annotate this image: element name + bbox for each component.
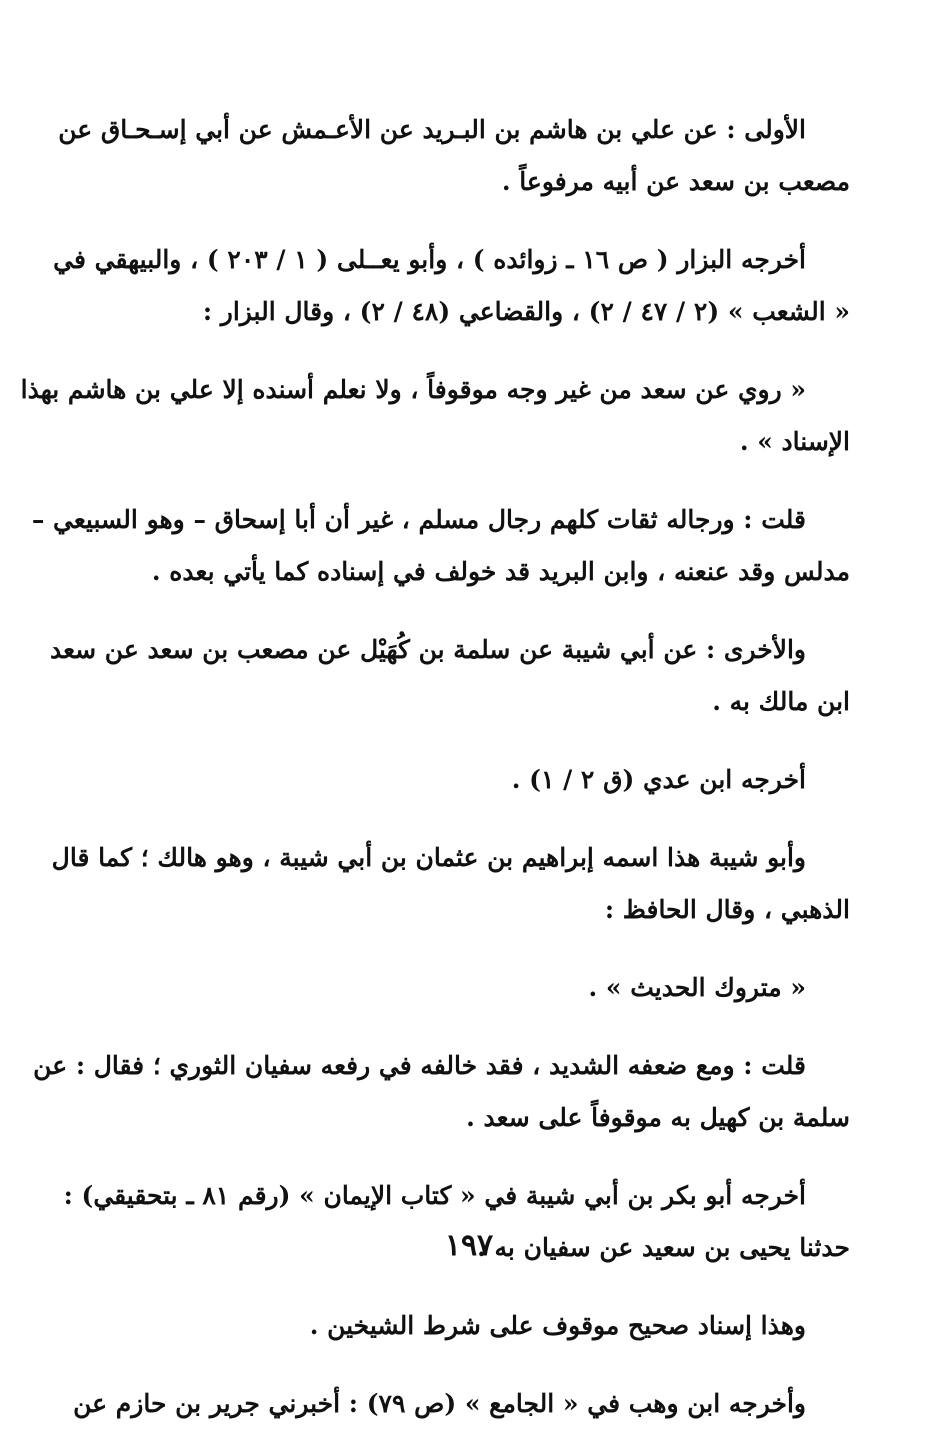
text-line: قلت : ومع ضعفه الشديد ، فقد خالفه في رفعه سفيان الثوري ؛ فقال : عن	[33, 1051, 806, 1080]
text-line: وأخرجه ابن وهب في « الجامع » (ص ٧٩) : أخبرني جرير بن حازم عن	[73, 1389, 806, 1418]
text-line: الأولى : عن علي بن هاشم بن البـريد عن الأعـمش عن أبي إسـحـاق عن	[58, 115, 806, 144]
text-line: الذهبي ، وقال الحافظ :	[604, 895, 850, 924]
text-line: أخرجه البزار ( ص ١٦ ـ زوائده ) ، وأبو يعــلى ( ١ / ٢٠٣ ) ، والبيهقي في	[53, 245, 806, 274]
text-line: وهذا إسناد صحيح موقوف على شرط الشيخين .	[309, 1311, 806, 1340]
text-line: « متروك الحديث » .	[588, 973, 806, 1002]
text-line: حدثنا يحيى بن سعيد عن سفيان به .	[477, 1233, 850, 1262]
paragraph-2	[53, 234, 850, 338]
text-line: قلت : ورجاله ثقات كلهم رجال مسلم ، غير أن أبا إسحاق – وهو السبيعي –	[31, 505, 806, 534]
paragraph-1	[58, 104, 850, 208]
paragraph-12	[73, 1378, 850, 1430]
text-line: سلمة بن كهيل به موقوفاً على سعد .	[466, 1103, 850, 1132]
paragraph-11	[108, 1300, 850, 1352]
text-line: الإسناد » .	[739, 427, 850, 456]
text-line: أخرجه ابن عدي (ق ٢ / ١) .	[511, 765, 806, 794]
page-number: ١٩٧	[444, 1228, 494, 1263]
paragraph-3	[20, 364, 850, 468]
paragraph-5	[49, 624, 850, 728]
paragraph-9	[33, 1040, 850, 1144]
paragraph-7	[51, 832, 850, 936]
text-line: ابن مالك به .	[712, 687, 850, 716]
text-line: أخرجه أبو بكر بن أبي شيبة في « كتاب الإيمان » (رقم ٨١ ـ بتحقيقي) :	[63, 1181, 806, 1210]
paragraph-8	[108, 962, 850, 1014]
text-line: وأبو شيبة هذا اسمه إبراهيم بن عثمان بن أبي شيبة ، وهو هالك ؛ كما قال	[51, 843, 806, 872]
text-line: والأخرى : عن أبي شيبة عن سلمة بن كُهَيْل عن مصعب بن سعد عن سعد	[49, 635, 806, 664]
text-line: مدلس وقد عنعنه ، وابن البريد قد خولف في إسناده كما يأتي بعده .	[151, 557, 850, 586]
text-line: « الشعب » (٢ / ٤٧ / ٢) ، والقضاعي (٤٨ / ٢) ، وقال البزار :	[202, 297, 850, 326]
text-line: « روي عن سعد من غير وجه موقوفاً ، ولا نعلم أسنده إلا علي بن هاشم بهذا	[20, 375, 806, 404]
text-line: مصعب بن سعد عن أبيه مرفوعاً .	[501, 167, 850, 196]
paragraph-4	[31, 494, 850, 598]
paragraph-6	[108, 754, 850, 806]
